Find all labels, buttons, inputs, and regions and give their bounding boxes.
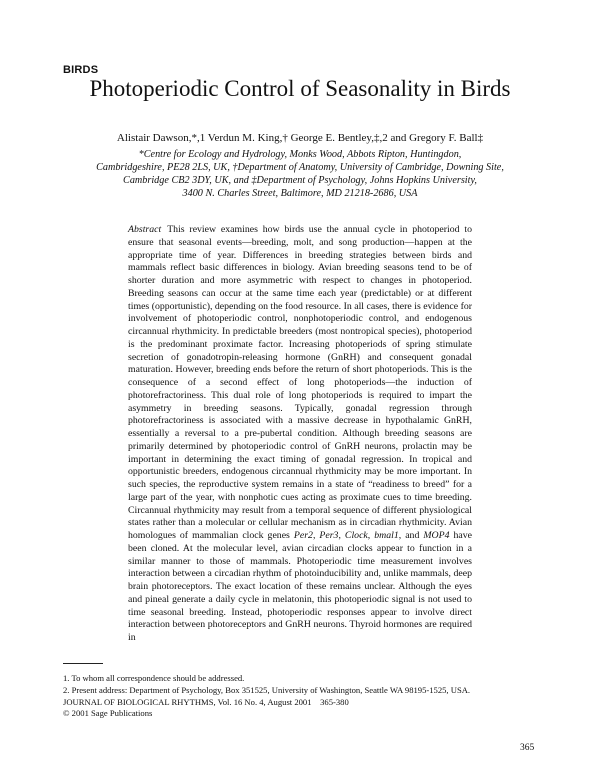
article-title: Photoperiodic Control of Seasonality in Birds (89, 76, 511, 101)
affiliation-line: Cambridge CB2 3DY, UK, and ‡Department of Psychology, Johns Hopkins University, (123, 175, 477, 186)
affiliations (90, 148, 510, 200)
author-list: Alistair Dawson,*,1 Verdun M. King,† George E. Bentley,‡,2 and Gregory F. Ball‡ (116, 132, 484, 144)
footnotes (63, 672, 533, 696)
gene-name: Clock (344, 530, 368, 541)
separator: , (312, 530, 320, 541)
abstract (128, 224, 472, 645)
gene-name: Per3 (319, 530, 339, 541)
abstract-label: Abstract (128, 224, 162, 235)
footnote-rule (63, 663, 103, 664)
separator: , and (398, 530, 424, 541)
gene-name: bmal1 (374, 530, 399, 541)
separator: , (338, 530, 345, 541)
journal-issue: JOURNAL OF BIOLOGICAL RHYTHMS, Vol. 16 No. 4, August 2001 365-380 (63, 697, 349, 707)
footnote: 2. Present address: Department of Psychology, Box 351525, University of Washington, Seattle WA 98195-1525, USA. (63, 685, 471, 695)
abstract-text: This review examines how birds use the annual cycle in photoperiod to ensure that seasonal events—breeding, molt, and song production—happen at the appropriate time of year. Differences in breeding strategies between birds and mammals reflect basic differences in biology. Avian breeding seasons tend to be of shorter duration and more asymmetric with respect to changes in photoperiod. Breeding seasons can occur at the same time each year (predictable) or at different times (opportunistic), depending on the food resource. In all cases, there is evidence for involvement of photoperiodic control, nonphotoperiodic control, and endogenous circannual rhythmicity. In predictable breeders (most nontropical species), photoperiod is the predominant proximate factor. Increasing photoperiods of spring stimulate secretion of gonadotropin-releasing hormone (GnRH) and consequent gonadal maturation. However, breeding ends before the return of short photoperiods. This is the consequence of a second effect of long photoperiods—the induction of photorefractoriness. This dual role of long photoperiods is required to impart the asymmetry in breeding seasons. Typically, gonadal regression through photorefractoriness is associated with a massive decrease in hypothalamic GnRH, essentially a reversal to a pre-pubertal condition. Although breeding seasons are primarily determined by photoperiodic control of GnRH neurons, prolactin may be important in determining the exact timing of gonadal regression. In tropical and opportunistic breeders, endogenous circannual rhythmicity may be more important. In such species, the reproductive system remains in a state of “readiness to breed” for a large part of the year, with nonphotic cues acting as proximate cues to time breeding. Circannual rhythmicity may result from a temporal sequence of different physiological states rather than a molecular or cellular mechanism as in circadian rhythmicity. Avian homologues of mammalian clock genes (128, 224, 472, 541)
abstract-text: have been cloned. At the molecular level, avian circadian clocks appear to function in a similar manner to those of mammals. Photoperiodic time measurement involves interaction between a circadian rhythm of photoinducibility and, unlike mammals, deep brain photoreceptors. The exact location of these remains unclear. Although the eyes and pineal generate a daily cycle in melatonin, this photoperiodic signal is not used to time seasonal breeding. Instead, photoperiodic responses appear to involve direct interaction between photoreceptors and GnRH neurons. Thyroid hormones are required in (128, 530, 473, 643)
footnote: 1. To whom all correspondence should be addressed. (63, 673, 245, 683)
gene-name: Per2 (293, 530, 313, 541)
separator: , (367, 530, 375, 541)
page-number: 365 (520, 743, 535, 753)
affiliation-line: Cambridgeshire, PE28 2LS, UK, †Department of Anatomy, University of Cambridge, Downing Site, (96, 162, 504, 173)
gene-name: MOP4 (423, 530, 450, 541)
section-label: BIRDS (63, 64, 99, 76)
affiliation-line: 3400 N. Charles Street, Baltimore, MD 21218-2686, USA (182, 188, 418, 199)
journal-info (63, 697, 533, 718)
affiliation-line: *Centre for Ecology and Hydrology, Monks Wood, Abbots Ripton, Huntingdon, (138, 149, 462, 160)
copyright: © 2001 Sage Publications (63, 707, 153, 718)
